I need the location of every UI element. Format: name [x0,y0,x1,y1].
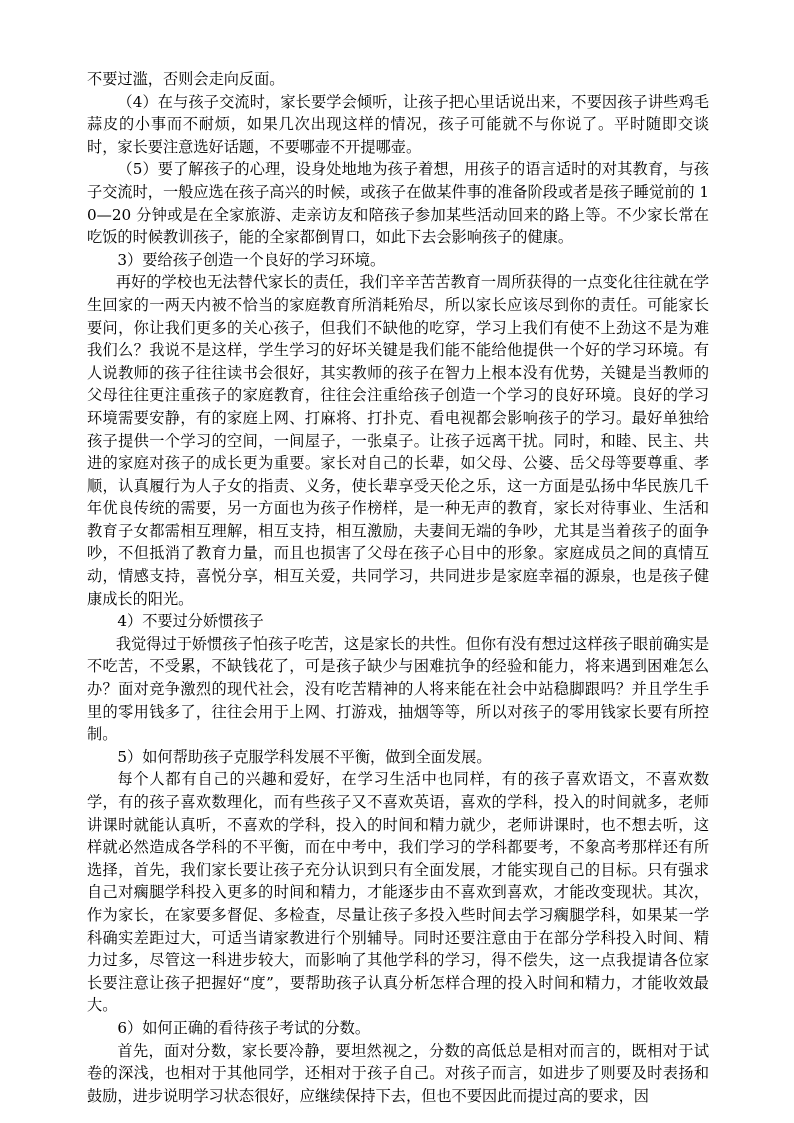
document-page [87,68,709,1107]
section-heading-5: 5）如何帮助孩子克服学科发展不平衡，做到全面发展。 [117,747,492,766]
paragraph-learning-environment: 再好的学校也无法替代家长的责任，我们辛辛苦苦教育一周所获得的一点变化往往就在学生回家的一两天内被不恰当的家庭教育所消耗殆尽，所以家长应该尽到你的责任。可能家长要问，你让我们更多的关心孩子，但我们不缺他的吃穿，学习上我们有使不上劲这不是为难我们么？我说不是这样，学生学习的好坏关键是我们能不能给他提供一个好的学习环境。有人说教师的孩子往往读书会很好，其实教师的孩子在智力上根本没有优势，关键是当教师的父母往往更注重孩子的家庭教育，往往会注重给孩子创造一个学习的良好环境。良好的学习环境需要安静，有的家庭上网、打麻将、打扑克、看电视都会影响孩子的学习。最好单独给孩子提供一个学习的空间，一间屋子，一张桌子。让孩子远离干扰。同时，和睦、民主、共进的家庭对孩子的成长更为重要。家长对自己的长辈，如父母、公婆、岳父母等要尊重、孝顺，认真履行为人子女的指责、义务，使长辈享受天伦之乐，这一方面是弘扬中华民族几千年优良传统的需要，另一方面也为孩子作榜样，是一种无声的教育，家长对待事业、生活和教育子女都需相互理解，相互支持，相互激励，夫妻间无端的争吵，尤其是当着孩子的面争吵，不但抵消了教育力量，而且也损害了父母在孩子心目中的形象。家庭成员之间的真情互动，情感支持，喜悦分享，相互关爱，共同学习，共同进步是家庭幸福的源泉，也是孩子健康成长的阳光。 [87,273,709,608]
section-heading-3: 3）要给孩子创造一个良好的学习环境。 [117,250,386,269]
paragraph-exam-scores: 首先，面对分数，家长要冷静，要坦然视之，分数的高低总是相对而言的，既相对于试卷的深浅，也相对于其他同学，还相对于孩子自己。对孩子而言，如进步了则要及时表扬和鼓励，进步说明学习状态很好，应继续保持下去，但也不要因此而提过高的要求，因 [87,1041,709,1105]
paragraph-spoiling: 我觉得过于娇惯孩子怕孩子吃苦，这是家长的共性。但你有没有想过这样孩子眼前确实是不吃苦，不受累，不缺钱花了，可是孩子缺少与困难抗争的经验和能力，将来遇到困难怎么办？面对竞争激烈的现代社会，没有吃苦精神的人将来能在社会中站稳脚跟吗？并且学生手里的零用钱多了，往往会用于上网、打游戏，抽烟等等，所以对孩子的零用钱家长要有所控制。 [87,634,709,744]
section-heading-4: 4）不要过分娇惯孩子 [117,612,264,631]
paragraph-item-5: （5）要了解孩子的心理，设身处地地为孩子着想，用孩子的语言适时的对其教育，与孩子交流时，一般应选在孩子高兴的时候，或孩子在做某件事的准备阶段或者是孩子睡觉前的 10—20 分钟或是在全家旅游、走亲访友和陪孩子参加某些活动回来的路上等。不少家长常在吃饭的时候教训孩子，能的全家都倒胃口，如此下去会影响孩子的健康。 [87,160,709,247]
paragraph-1: 不要过滥，否则会走向反面。 [87,70,285,88]
paragraph-balanced-development: 每个人都有自己的兴趣和爱好，在学习生活中也同样，有的孩子喜欢语文，不喜欢数学，有的孩子喜欢数理化，而有些孩子又不喜欢英语，喜欢的学科，投入的时间就多，老师讲课时就能认真听，不喜欢的学科，投入的时间和精力就少，老师讲课时，也不想去听，这样就必然造成各学科的不平衡，而在中考中，我们学习的学科都要考，不象高考那样还有所选择，首先，我们家长要让孩子充分认识到只有全面发展，才能实现自己的目标。只有强求自己对瘸腿学科投入更多的时间和精力，才能逐步由不喜欢到喜欢，才能改变现状。其次，作为家长，在家要多督促、多检查，尽量让孩子多投入些时间去学习瘸腿学科，如果某一学科确实差距过大，可适当请家教进行个别辅导。同时还要注意由于在部分学科投入时间、精力过多，尽管这一科进步较大，而影响了其他学科的学习，得不偿失，这一点我提请各位家长要注意让孩子把握好“度”，要帮助孩子认真分析怎样合理的投入时间和精力，才能收效最大。 [87,770,709,1015]
section-heading-6: 6）如何正确的看待孩子考试的分数。 [117,1018,371,1037]
paragraph-item-4: （4）在与孩子交流时，家长要学会倾听，让孩子把心里话说出来，不要因孩子讲些鸡毛蒜皮的小事而不耐烦，如果几次出现这样的情况，孩子可能就不与你说了。平时随即交谈时，家长要注意选好话题，不要哪壶不开提哪壶。 [87,92,709,156]
